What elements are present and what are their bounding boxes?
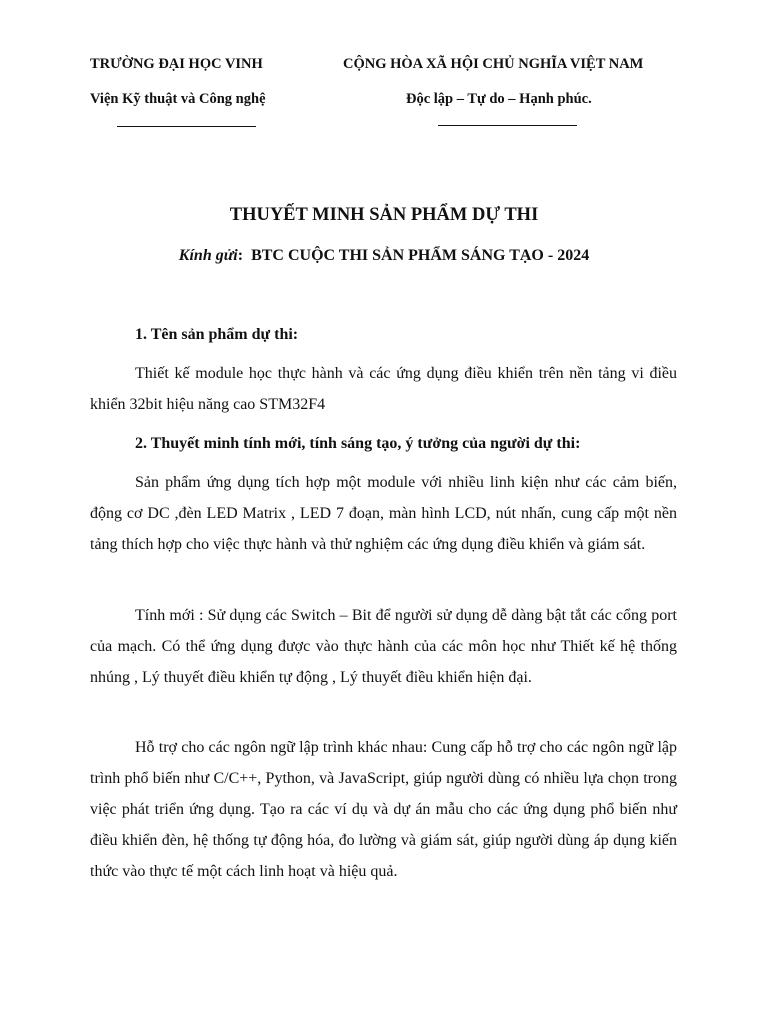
section-2-paragraph-1: Sản phẩm ứng dụng tích hợp một module với nhiều linh kiện như các cảm biến, động cơ DC ,đèn LED Matrix , LED 7 đoạn, màn hình LCD, nút nhấn, cung cấp một nền tảng thích hợp cho việc thực hành và thử nghiệm các ứng dụng điều khiển và giám sát. xyxy=(90,474,677,553)
recipient-line xyxy=(0,246,768,266)
right-header-underline xyxy=(438,125,577,126)
recipient-label: Kính gửi xyxy=(178,247,238,264)
section-2-paragraph-3: Hỗ trợ cho các ngôn ngữ lập trình khác nhau: Cung cấp hỗ trợ cho các ngôn ngữ lập trình phổ biến như C/C++, Python, và JavaScript, giúp người dùng có nhiều lựa chọn trong việc phát triển ứng dụng. Tạo ra các ví dụ và dự án mẫu cho các ứng dụng phổ biến như điều khiển đèn, hệ thống tự động hóa, đo lường và giám sát, giúp người dùng áp dụng kiến thức vào thực tế một cách linh hoạt và hiệu quả. xyxy=(90,739,677,880)
section-2-paragraph-2: Tính mới : Sử dụng các Switch – Bit để người sử dụng dễ dàng bật tắt các cổng port của mạch. Có thể ứng dụng được vào thực hành của các môn học như Thiết kế hệ thống nhúng , Lý thuyết điều khiển tự động , Lý thuyết điều khiển hiện đại. xyxy=(90,607,677,686)
recipient-colon: : xyxy=(237,247,244,264)
republic-name: CỘNG HÒA XÃ HỘI CHỦ NGHĨA VIỆT NAM xyxy=(343,56,644,72)
section-1-paragraph-1: Thiết kế module học thực hành và các ứng dụng điều khiển trên nền tảng vi điều khiển 32bit hiệu năng cao STM32F4 xyxy=(90,365,677,413)
recipient-value: BTC CUỘC THI SẢN PHẨM SÁNG TẠO - 2024 xyxy=(251,247,590,264)
document-title: THUYẾT MINH SẢN PHẨM DỰ THI xyxy=(229,205,539,225)
left-header-underline xyxy=(117,126,256,127)
section-1-heading: 1. Tên sản phẩm dự thi: xyxy=(135,326,299,343)
institute-name: Viện Kỹ thuật và Công nghệ xyxy=(90,91,266,107)
section-2-heading: 2. Thuyết minh tính mới, tính sáng tạo, ý tưởng của người dự thi: xyxy=(135,435,581,452)
university-name: TRƯỜNG ĐẠI HỌC VINH xyxy=(90,56,263,72)
national-motto: Độc lập – Tự do – Hạnh phúc. xyxy=(406,91,592,107)
